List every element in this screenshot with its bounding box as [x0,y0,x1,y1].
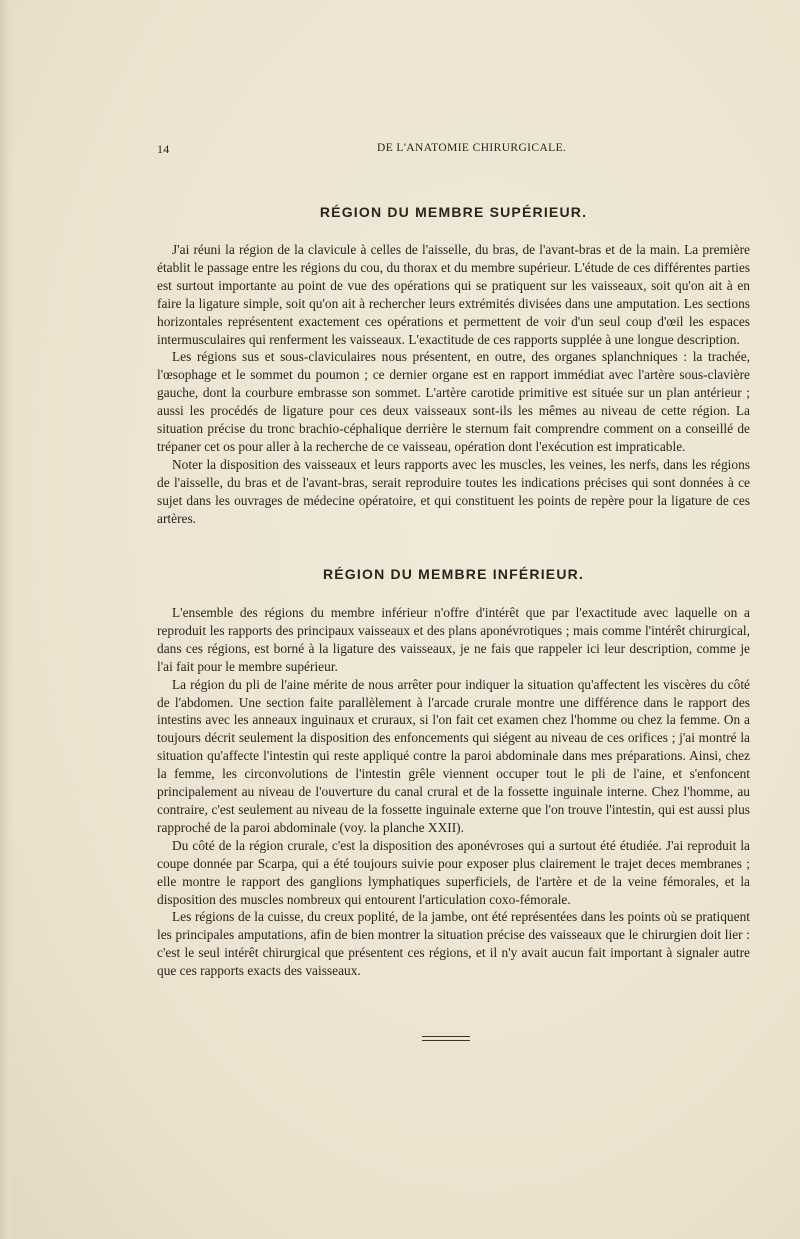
section-body-upper-limb [157,241,750,528]
running-title: DE L'ANATOMIE CHIRURGICALE. [377,142,567,154]
paragraph: J'ai réuni la région de la clavicule à celles de l'aisselle, du bras, de l'avant-bras et de la main. La première établit le passage entre les régions du cou, du thorax et du membre supérieur. L'étude de ces différentes parties est surtout importante au point de vue des opérations qui se pratiquent sur les vaisseaux, soit qu'on ait à en faire la ligature simple, soit qu'on ait à rechercher leurs extrémités divisées dans une amputation. Les sections horizontales représentent exactement ces opérations et permettent de voir d'un seul coup d'œil les espaces intermusculaires qui renferment les vaisseaux. L'exactitude de ces rapports supplée à une longue description. [157,242,750,347]
page-binding-edge [0,0,14,1239]
paragraph: Noter la disposition des vaisseaux et leurs rapports avec les muscles, les veines, les nerfs, dans les régions de l'aisselle, du bras et de l'avant-bras, serait reproduire toutes les indications précises qui sont données à ce sujet dans les ouvrages de médecine opératoire, et qui constituent les points de repère pour la ligature de ces artères. [157,456,750,526]
section-body-lower-limb [157,604,750,980]
end-rule-divider [422,1036,470,1041]
page-number: 14 [157,142,170,156]
page-header [157,142,750,160]
section-title-upper-limb: RÉGION DU MEMBRE SUPÉRIEUR. [319,204,588,220]
paragraph: Les régions de la cuisse, du creux poplité, de la jambe, ont été représentées dans les points où se pratiquent les principales amputations, afin de bien montrer la situation précise des vaisseaux que le chirurgien doit lier : c'est le seul intérêt chirurgical que présentent ces régions, et il n'y avait aucun fait important à signaler autre que ces rapports exacts des vaisseaux. [157,909,750,979]
section-title-lower-limb: RÉGION DU MEMBRE INFÉRIEUR. [322,566,585,582]
paragraph: L'ensemble des régions du membre inférieur n'offre d'intérêt que par l'exactitude avec laquelle on a reproduit les rapports des principaux vaisseaux et des plans aponévrotiques ; mais comme l'intérêt chirurgical, dans ces régions, est borné à la ligature des vaisseaux, je ne fais que rappeler ici leur description, comme je l'ai fait pour le membre supérieur. [157,605,750,674]
paragraph: La région du pli de l'aine mérite de nous arrêter pour indiquer la situation qu'affectent les viscères du côté de l'abdomen. Une section faite parallèlement à l'arcade crurale montre une différence dans le rapport des intestins avec les anneaux inguinaux et cruraux, si l'on fait cet examen chez l'homme ou chez la femme. On a toujours décrit seulement la disposition des enfoncements qui siégent au niveau de ces orifices ; j'ai montré la situation qu'affecte l'intestin qui reste appliqué contre la paroi abdominale dans mes préparations. Ainsi, chez la femme, les circonvolutions de l'intestin grêle viennent occuper tout le pli de l'aine, et s'enfoncent principalement au niveau de l'ouverture du canal crural et de la fossette inguinale interne. Chez l'homme, au contraire, c'est seulement au niveau de la fossette inguinale externe que l'on trouve l'intestin, qui est aussi plus rapproché de la paroi abdominale (voy. la planche XXII). [157,676,750,835]
paragraph: Les régions sus et sous-claviculaires nous présentent, en outre, des organes splanchniques : la trachée, l'œsophage et le sommet du poumon ; ce dernier organe est en rapport immédiat avec l'artère sous-clavière gauche, dont la courbure embrasse son sommet. L'artère carotide primitive est située sur un plan antérieur ; aussi les procédés de ligature pour ces deux vaisseaux sont-ils les mêmes au niveau de cette région. La situation précise du tronc brachio-céphalique derrière le sternum fait comprendre comment on a conseillé de trépaner cet os pour aller à la recherche de ce vaisseau, opération dont l'exécution est impraticable. [157,349,750,454]
paragraph: Du côté de la région crurale, c'est la disposition des aponévroses qui a surtout été étudiée. J'ai reproduit la coupe donnée par Scarpa, qui a été toujours suivie pour exposer plus clairement le trajet deces membranes ; elle montre le rapport des ganglions lymphatiques superficiels, de l'artère et de la veine fémorales, et la disposition des muscles nombreux qui entourent l'articulation coxo-fémorale. [157,837,750,907]
